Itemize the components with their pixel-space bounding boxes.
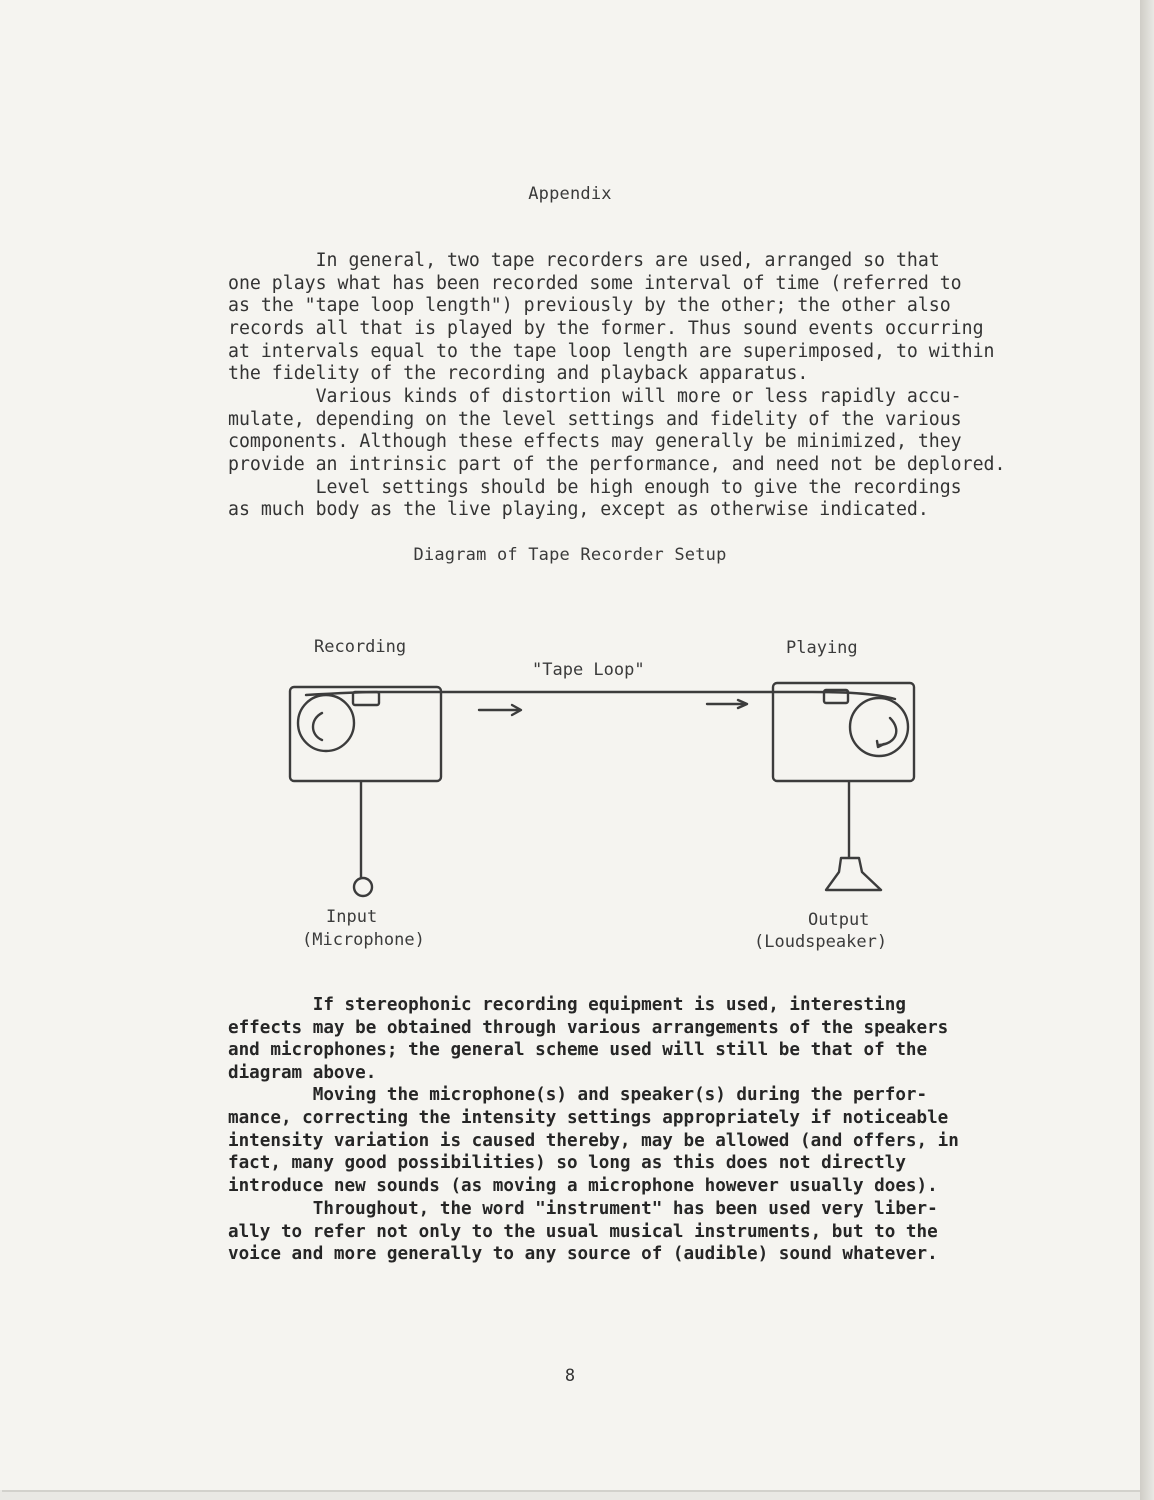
text-line: In general, two tape recorders are used, arranged so that [228, 250, 940, 271]
text-line: introduce new sounds (as moving a microphone however usually does). [228, 1176, 938, 1196]
microphone-icon [354, 878, 372, 896]
text-line: mulate, depending on the level settings and fidelity of the various [228, 409, 962, 430]
text-line: mance, correcting the intensity settings appropriately if noticeable [228, 1108, 949, 1128]
text-line: fact, many good possibilities) so long as this does not directly [228, 1153, 906, 1173]
tape-loop-line [306, 692, 895, 699]
text-line: If stereophonic recording equipment is used, interesting [228, 995, 906, 1015]
text-line: effects may be obtained through various arrangements of the speakers [228, 1018, 949, 1038]
page-number: 8 [564, 1366, 576, 1386]
input-sub-label: (Microphone) [302, 930, 425, 950]
text-line: records all that is played by the former. Thus sound events occurring [228, 318, 984, 339]
text-line: Various kinds of distortion will more or less rapidly accu- [228, 386, 962, 407]
input-label: Input [326, 907, 378, 927]
playing-label: Playing [786, 638, 858, 658]
record-head [353, 692, 379, 705]
text-line: at intervals equal to the tape loop length are superimposed, to within [228, 341, 995, 362]
text-line: Throughout, the word "instrument" has been used very liber- [228, 1199, 938, 1219]
text-line: components. Although these effects may generally be minimized, they [228, 431, 962, 452]
text-line: Moving the microphone(s) and speaker(s) during the perfor- [228, 1085, 928, 1105]
text-line: voice and more generally to any source of (audible) sound whatever. [228, 1244, 938, 1264]
loudspeaker-icon [826, 858, 881, 890]
paper-edge [1140, 0, 1154, 1500]
text-line: diagram above. [228, 1063, 377, 1083]
recording-reel-icon [298, 695, 354, 751]
text-line: Level settings should be high enough to give the recordings [228, 477, 962, 498]
text-line: one plays what has been recorded some interval of time (referred to [228, 273, 962, 294]
reel-rotation-icon [879, 718, 896, 745]
reel-rotation-icon [313, 713, 322, 740]
text-line: intensity variation is caused thereby, may be allowed (and offers, in [228, 1131, 959, 1151]
text-line: and microphones; the general scheme used will still be that of the [228, 1040, 928, 1060]
tape-loop-label: "Tape Loop" [532, 660, 645, 680]
text-line: as the "tape loop length") previously by the other; the other also [228, 295, 951, 316]
output-label: Output [808, 910, 870, 930]
recording-machine [290, 687, 441, 781]
text-line: ally to refer not only to the usual musical instruments, but to the [228, 1222, 938, 1242]
recording-label: Recording [314, 637, 407, 657]
page-title: Appendix [528, 184, 612, 204]
text-line: the fidelity of the recording and playback apparatus. [228, 363, 809, 384]
text-line: as much body as the live playing, except as otherwise indicated. [228, 499, 929, 520]
text-line: provide an intrinsic part of the performance, and need not be deplored. [228, 454, 1006, 475]
diagram-caption: Diagram of Tape Recorder Setup [413, 545, 727, 565]
output-sub-label: (Loudspeaker) [754, 932, 888, 952]
